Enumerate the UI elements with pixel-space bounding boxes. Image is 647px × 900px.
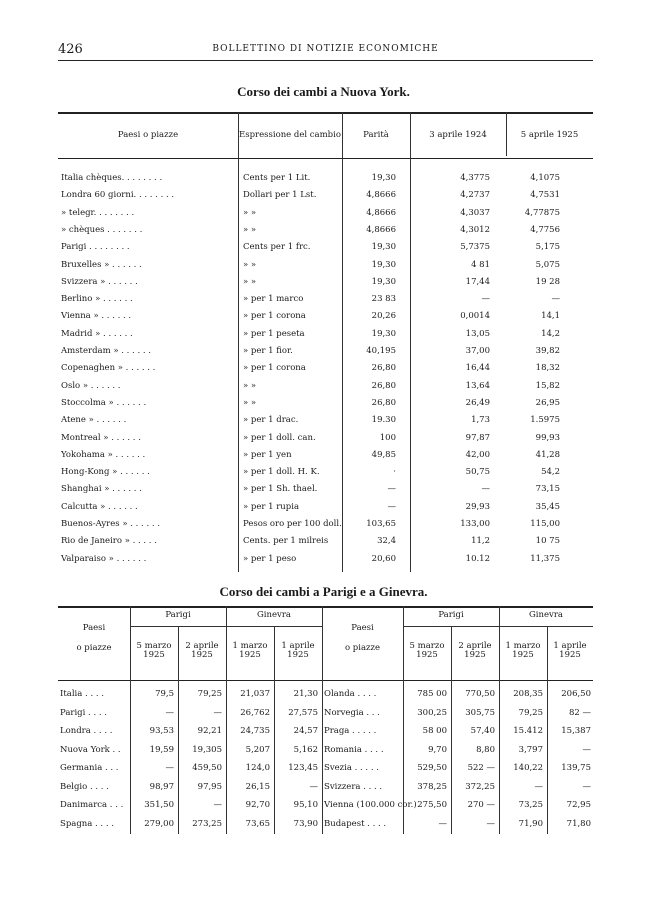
table-row <box>58 326 593 343</box>
parity-cell: 19,30 <box>371 242 396 253</box>
page-header <box>58 42 593 62</box>
new-york-table <box>58 112 593 572</box>
parity-cell: 26,80 <box>371 397 396 408</box>
date-header: 2 aprile 1925 <box>185 641 219 661</box>
place-cell: Oslo » . . . . . . <box>61 380 121 391</box>
rate-cell: 57,40 <box>470 726 495 736</box>
table-row <box>58 395 593 412</box>
expression-cell: » » <box>243 276 257 287</box>
rate-cell: — <box>309 781 318 792</box>
rate-1924-cell: 4,3012 <box>460 224 490 235</box>
rate-1925-cell: 4,1075 <box>530 173 560 183</box>
new-york-title: Corso dei cambi a Nuova York. <box>237 84 410 99</box>
rate-1925-cell: 19 28 <box>535 276 560 287</box>
expression-cell: » per 1 peseta <box>243 328 305 339</box>
rate-cell: 21,30 <box>293 689 318 699</box>
expression-cell: » » <box>243 397 257 408</box>
place-cell: Londra 60 giorni. . . . . . . . <box>61 190 175 201</box>
place-cell: Vienna (100.000 cor.) <box>324 800 417 810</box>
expression-cell: Cents. per 1 milreis <box>243 536 329 547</box>
rate-cell: — <box>213 707 222 718</box>
table-row <box>58 412 593 429</box>
rate-cell: 24,735 <box>240 726 270 736</box>
date-header: 1 marzo 1925 <box>232 641 268 661</box>
rate-1924-cell: 10.12 <box>465 553 490 564</box>
expression-cell: Pesos oro per 100 doll. <box>243 519 342 529</box>
rate-1925-cell: 18,32 <box>535 363 560 374</box>
parity-cell: 19,30 <box>371 328 396 339</box>
table-row <box>58 343 593 360</box>
parity-cell: 40,195 <box>366 346 396 356</box>
table-row <box>58 187 593 204</box>
parity-cell: 4,8666 <box>366 224 396 235</box>
place-cell: Amsterdam » . . . . . . <box>61 346 151 356</box>
place-cell: Yokohama » . . . . . . <box>61 449 146 460</box>
table-row <box>58 705 593 723</box>
place-cell: Danimarca . . . <box>60 800 124 810</box>
table-row <box>58 222 593 239</box>
page-number: 426 <box>58 42 83 57</box>
expression-cell: » per 1 fior. <box>243 346 293 356</box>
place-cell: Italia chèques. . . . . . . . <box>61 173 163 183</box>
place-cell: Valparaiso » . . . . . . <box>61 553 147 564</box>
header-bottom-rule <box>58 680 593 681</box>
rate-cell: — <box>534 781 543 792</box>
parity-cell: 19.30 <box>371 415 396 426</box>
rate-cell: 19,305 <box>192 744 222 755</box>
place-cell: Bruxelles » . . . . . . <box>61 259 142 270</box>
rate-cell: — <box>165 707 174 718</box>
date-header: 1 marzo 1925 <box>505 641 541 661</box>
place-cell: Berlino » . . . . . . <box>61 294 133 305</box>
expression-cell: Cents per 1 frc. <box>243 242 311 253</box>
rate-1924-cell: — <box>481 294 490 305</box>
expression-cell: » » <box>243 207 257 218</box>
rate-cell: 98,97 <box>149 781 174 792</box>
rate-1925-cell: 99,93 <box>535 432 560 443</box>
table-top-rule <box>58 606 593 608</box>
rate-cell: 26,15 <box>245 781 270 792</box>
rate-cell: — <box>582 781 591 792</box>
table-row <box>58 760 593 778</box>
place-cell: Shanghai » . . . . . . <box>61 484 142 495</box>
rate-1924-cell: 13,05 <box>465 328 490 339</box>
rate-1924-cell: 42,00 <box>465 449 490 460</box>
expression-cell: » » <box>243 224 257 235</box>
rate-1924-cell: 13,64 <box>465 380 490 391</box>
rate-1924-cell: 11,2 <box>471 536 490 547</box>
date-header: 1 aprile 1925 <box>281 641 315 661</box>
rate-cell: 93,53 <box>149 726 174 736</box>
rate-1925-cell: 5,075 <box>535 259 560 270</box>
date-header: 5 marzo 1925 <box>409 641 445 661</box>
place-cell: Praga . . . . . <box>324 726 377 736</box>
rate-cell: — <box>213 800 222 810</box>
place-cell: Italia . . . . <box>60 689 104 699</box>
paesi-header: Paesi <box>82 623 106 633</box>
piazze-header: o piazze <box>76 643 112 653</box>
new-york-table-header <box>58 112 593 159</box>
parity-cell: 100 <box>379 432 396 443</box>
col-header-parity: Parità <box>363 130 389 141</box>
date-header: 1 aprile 1925 <box>553 641 587 661</box>
parity-cell: 4,8666 <box>366 207 396 218</box>
rate-1924-cell: 4,3775 <box>460 173 490 183</box>
rate-1925-cell: 4,7531 <box>530 190 560 201</box>
rate-cell: 72,95 <box>566 800 591 810</box>
rate-1924-cell: 0,0014 <box>460 311 490 322</box>
rate-cell: 79,25 <box>518 707 543 718</box>
rate-1925-cell: 10 75 <box>535 536 560 547</box>
expression-cell: » per 1 peso <box>243 553 297 564</box>
rate-cell: 71,80 <box>566 818 591 829</box>
table-row <box>58 447 593 464</box>
header-sub-rule <box>403 626 593 627</box>
parity-cell: — <box>387 484 396 495</box>
ginevra-header: Ginevra <box>257 610 291 620</box>
place-cell: Buenos-Ayres » . . . . . . <box>61 519 160 529</box>
rate-cell: 275,50 <box>417 800 447 810</box>
rate-cell: 459,50 <box>192 763 222 773</box>
rate-1925-cell: 15,82 <box>535 380 560 391</box>
running-title: BOLLETTINO DI NOTIZIE ECONOMICHE <box>212 44 439 54</box>
rate-1924-cell: 133,00 <box>460 519 490 529</box>
rate-1924-cell: 16,44 <box>465 363 490 374</box>
parity-cell: 23 83 <box>371 294 396 305</box>
place-cell: » telegr. . . . . . . . <box>61 207 135 218</box>
expression-cell: » per 1 marco <box>243 294 304 305</box>
table-row <box>58 797 593 815</box>
rate-cell: 15,387 <box>561 726 591 736</box>
rate-cell: 21,037 <box>240 689 270 699</box>
rate-cell: 73,90 <box>293 818 318 829</box>
place-cell: Romania . . . . <box>324 744 384 755</box>
rate-1925-cell: 4,7756 <box>530 224 560 235</box>
rate-cell: 95,10 <box>293 800 318 810</box>
rate-cell: 58 00 <box>422 726 447 736</box>
place-cell: Spagna . . . . <box>60 818 114 829</box>
table-row <box>58 205 593 222</box>
rate-1925-cell: 115,00 <box>530 519 560 529</box>
header-rule <box>58 60 593 61</box>
rate-cell: 273,25 <box>192 818 222 829</box>
date-header: 2 aprile 1925 <box>458 641 492 661</box>
expression-cell: Dollari per 1 Lst. <box>243 190 317 201</box>
table-row <box>58 274 593 291</box>
rate-cell: 279,00 <box>144 818 174 829</box>
rate-cell: 5,162 <box>293 744 318 755</box>
rate-cell: 770,50 <box>465 689 495 699</box>
rate-cell: 139,75 <box>561 763 591 773</box>
rate-cell: 82 — <box>568 707 591 718</box>
parity-cell: 19,30 <box>371 276 396 287</box>
place-cell: » chèques . . . . . . . <box>61 224 143 235</box>
table-row <box>58 499 593 516</box>
col-header-1924: 3 aprile 1924 <box>429 130 487 141</box>
rate-cell: 140,22 <box>513 763 543 773</box>
place-cell: Norvegia . . . <box>324 707 380 718</box>
rate-cell: 208,35 <box>513 689 543 699</box>
parity-cell: 20,26 <box>371 311 396 322</box>
parity-cell: 26,80 <box>371 363 396 374</box>
rate-cell: — <box>582 744 591 755</box>
expression-cell: » per 1 rupia <box>243 501 300 512</box>
rate-cell: 3,797 <box>518 744 543 755</box>
place-cell: Atene » . . . . . . <box>61 415 127 426</box>
rate-1924-cell: 4 81 <box>471 259 490 270</box>
table-row <box>58 742 593 760</box>
rate-cell: 24,57 <box>293 726 318 736</box>
rate-cell: — <box>165 763 174 773</box>
parity-cell: 49,85 <box>371 449 396 460</box>
rate-1924-cell: 37,00 <box>465 346 490 356</box>
rate-cell: 785 00 <box>417 689 447 699</box>
parity-cell: 19,30 <box>371 259 396 270</box>
rate-1925-cell: 14,2 <box>541 328 560 339</box>
rate-1925-cell: 35,45 <box>535 501 560 512</box>
expression-cell: » per 1 corona <box>243 311 306 322</box>
parity-cell: 19,30 <box>371 173 396 183</box>
rate-1925-cell: 73,15 <box>535 484 560 495</box>
rate-cell: 522 — <box>467 763 495 773</box>
place-cell: Londra . . . . <box>60 726 113 736</box>
piazze-header-right: o piazze <box>344 643 381 653</box>
expression-cell: Cents per 1 Lit. <box>243 173 311 183</box>
rate-1924-cell: — <box>481 484 490 495</box>
rate-cell: 73,65 <box>245 818 270 829</box>
place-cell: Belgio . . . . <box>60 781 109 792</box>
rate-cell: 26,762 <box>240 707 270 718</box>
rate-1925-cell: 54,2 <box>541 467 560 478</box>
rate-cell: 71,90 <box>518 818 543 829</box>
rate-cell: 19,59 <box>149 744 174 755</box>
rate-cell: 270 — <box>467 800 495 810</box>
col-header-places: Paesi o piazze <box>117 130 179 141</box>
rate-cell: 73,25 <box>518 800 543 810</box>
table-row <box>58 481 593 498</box>
rate-cell: 305,75 <box>465 707 495 718</box>
paesi-header-right: Paesi <box>351 623 374 633</box>
place-cell: Calcutta » . . . . . . <box>61 501 138 512</box>
rate-1924-cell: 4,3037 <box>460 207 490 218</box>
expression-cell: » per 1 Sh. thael. <box>243 484 318 495</box>
rate-cell: 124,0 <box>245 763 270 773</box>
rate-1924-cell: 29,93 <box>465 501 490 512</box>
place-cell: Budapest . . . . <box>324 818 387 829</box>
col-header-1925: 5 aprile 1925 <box>520 130 579 141</box>
place-cell: Copenaghen » . . . . . . <box>61 363 156 374</box>
table-row <box>58 308 593 325</box>
expression-cell: » per 1 corona <box>243 363 306 374</box>
table-row <box>58 170 593 187</box>
rate-cell: 92,70 <box>245 800 270 810</box>
place-cell: Vienna » . . . . . . <box>61 311 132 322</box>
rate-1924-cell: 50,75 <box>465 467 490 478</box>
place-cell: Hong-Kong » . . . . . . <box>61 467 150 478</box>
parity-cell: 20,60 <box>371 553 396 564</box>
rate-cell: 372,25 <box>465 781 495 792</box>
place-cell: Madrid » . . . . . . <box>61 328 133 339</box>
expression-cell: » per 1 yen <box>243 449 292 460</box>
rate-cell: 9,70 <box>428 744 447 755</box>
rate-cell: 206,50 <box>561 689 591 699</box>
rate-1924-cell: 1,73 <box>471 415 490 426</box>
rate-cell: 15.412 <box>513 726 543 736</box>
ginevra-header-right: Ginevra <box>529 610 563 620</box>
expression-cell: » » <box>243 380 257 391</box>
rate-1925-cell: — <box>551 294 560 305</box>
rate-1925-cell: 41,28 <box>535 449 560 460</box>
parigi-header: Parigi <box>165 610 191 620</box>
place-cell: Stoccolma » . . . . . . <box>61 397 147 408</box>
table-row <box>58 723 593 741</box>
rate-cell: 97,95 <box>197 781 222 792</box>
rate-cell: 5,207 <box>245 744 270 755</box>
parity-cell: 32,4 <box>377 536 396 547</box>
rate-cell: 529,50 <box>417 763 447 773</box>
parity-cell: 103,65 <box>366 519 396 529</box>
table-row <box>58 516 593 533</box>
rate-1925-cell: 26,95 <box>535 397 560 408</box>
rate-1924-cell: 97,87 <box>465 432 490 443</box>
place-cell: Svezia . . . . . <box>324 763 379 773</box>
parity-cell: · <box>393 467 396 478</box>
rate-cell: 8,80 <box>476 744 495 755</box>
rate-cell: 79,25 <box>197 689 222 699</box>
rate-1924-cell: 4,2737 <box>460 190 490 201</box>
paris-geneva-table <box>58 606 593 834</box>
column-divider <box>506 112 507 156</box>
rate-cell: 79,5 <box>155 689 174 699</box>
place-cell: Nuova York . . <box>60 744 121 755</box>
rate-1924-cell: 26,49 <box>465 397 490 408</box>
place-cell: Olanda . . . . <box>324 689 377 699</box>
date-header: 5 marzo 1925 <box>136 641 172 661</box>
place-cell: Montreal » . . . . . . <box>61 432 141 443</box>
rate-cell: 300,25 <box>417 707 447 718</box>
place-cell: Germania . . . <box>60 763 119 773</box>
place-cell: Parigi . . . . . . . . <box>61 242 130 253</box>
table-row <box>58 360 593 377</box>
rate-cell: — <box>486 818 495 829</box>
expression-cell: » per 1 doll. H. K. <box>243 467 320 478</box>
parigi-header-right: Parigi <box>438 610 464 620</box>
rate-cell: 123,45 <box>288 763 318 773</box>
rate-cell: 378,25 <box>417 781 447 792</box>
table-row <box>58 378 593 395</box>
table-row <box>58 464 593 481</box>
rate-1925-cell: 39,82 <box>535 346 560 356</box>
place-cell: Svizzera . . . . <box>324 781 383 792</box>
rate-cell: 351,50 <box>144 800 174 810</box>
col-header-expression: Espressione del cambio <box>239 130 341 141</box>
table-row <box>58 686 593 704</box>
rate-1925-cell: 4,77875 <box>524 207 560 218</box>
table-row <box>58 430 593 447</box>
table-row <box>58 816 593 834</box>
table-row <box>58 551 593 568</box>
place-cell: Parigi . . . . <box>60 707 107 718</box>
table-row <box>58 291 593 308</box>
rate-cell: 27,575 <box>288 707 318 718</box>
table-row <box>58 779 593 797</box>
table-row <box>58 257 593 274</box>
parity-cell: 4,8666 <box>366 190 396 201</box>
expression-cell: » » <box>243 259 257 270</box>
rate-1925-cell: 14,1 <box>541 311 560 322</box>
parity-cell: — <box>387 501 396 512</box>
table-row <box>58 533 593 550</box>
parity-cell: 26,80 <box>371 380 396 391</box>
rate-1925-cell: 1.5975 <box>530 415 560 426</box>
place-cell: Svizzera » . . . . . . <box>61 276 138 287</box>
expression-cell: » per 1 drac. <box>243 415 299 426</box>
place-cell: Rio de Janeiro » . . . . . <box>61 536 157 547</box>
rate-cell: 92,21 <box>197 726 222 736</box>
rate-1925-cell: 5,175 <box>535 242 560 253</box>
rate-1925-cell: 11,375 <box>530 553 560 564</box>
paris-geneva-title: Corso dei cambi a Parigi e a Ginevra. <box>219 584 428 599</box>
rate-1924-cell: 17,44 <box>465 276 490 287</box>
rate-cell: — <box>438 818 447 829</box>
table-row <box>58 239 593 256</box>
rate-1924-cell: 5,7375 <box>460 242 490 253</box>
expression-cell: » per 1 doll. can. <box>243 432 316 443</box>
